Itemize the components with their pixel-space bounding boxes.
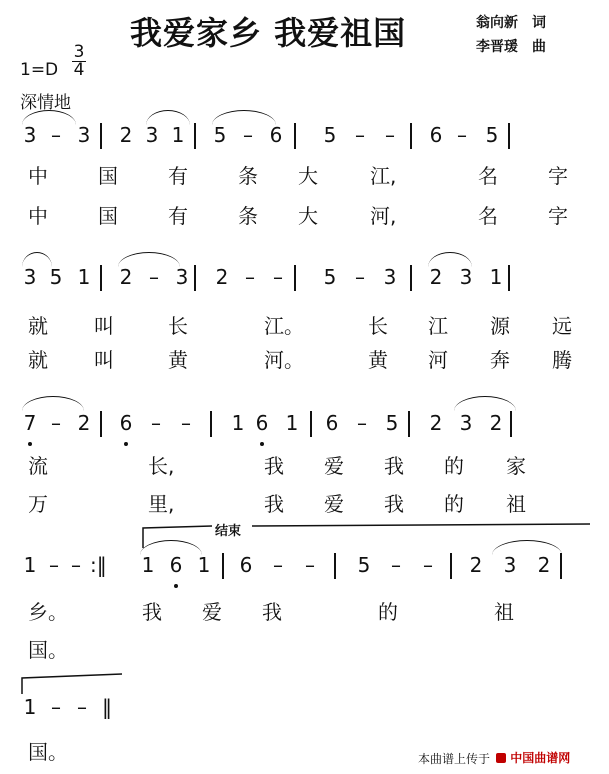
- barline: [410, 123, 412, 149]
- lyric: 江,: [370, 164, 397, 188]
- lyric: 我: [384, 492, 404, 516]
- barline: [222, 553, 224, 579]
- lyrics-row-2-verse-2: [28, 344, 588, 374]
- note: 2: [77, 411, 91, 435]
- note: 2: [119, 123, 133, 147]
- lyric: 叫: [94, 348, 114, 372]
- note: 1: [171, 123, 185, 147]
- note: 1: [77, 265, 91, 289]
- ending-label: 结束: [215, 524, 242, 539]
- lyric: 长: [368, 314, 388, 338]
- score-final: [22, 692, 594, 722]
- note: 2: [215, 265, 229, 289]
- lyric: 流: [28, 454, 48, 478]
- slur: [22, 396, 84, 411]
- lyric: 名: [478, 204, 498, 228]
- note: 1: [231, 411, 245, 435]
- note: 3: [77, 123, 91, 147]
- barline: [100, 123, 102, 149]
- lyric: 爱: [324, 454, 344, 478]
- barline: [408, 411, 410, 437]
- dash: –: [149, 265, 159, 289]
- note: 3: [145, 123, 159, 147]
- score-row-2: [22, 262, 594, 292]
- lyrics-row-1-verse-1: [28, 160, 588, 190]
- lyric: 国。: [28, 740, 68, 764]
- lyric: 源: [490, 314, 510, 338]
- lyric: 大: [298, 204, 318, 228]
- lyric: 江。: [264, 314, 304, 338]
- lyric: 江: [428, 314, 448, 338]
- slur: [118, 252, 180, 267]
- barline: [294, 265, 296, 291]
- lower-octave-dot: [28, 442, 32, 446]
- note: 2: [429, 265, 443, 289]
- barline: [510, 411, 512, 437]
- note: 3: [503, 553, 517, 577]
- lyric: 的: [378, 600, 398, 624]
- lyric: 河。: [264, 348, 304, 372]
- barline: [334, 553, 336, 579]
- dash: –: [423, 553, 433, 577]
- dash: –: [51, 411, 61, 435]
- lyric: 中: [28, 204, 48, 228]
- logo-icon: [496, 753, 506, 763]
- lyric: 我: [264, 454, 284, 478]
- barline: [194, 123, 196, 149]
- note: 6: [255, 411, 269, 435]
- lyric: 里,: [148, 492, 175, 516]
- note: 3: [23, 123, 37, 147]
- slur: [212, 110, 276, 125]
- lower-octave-dot: [260, 442, 264, 446]
- time-signature: [72, 44, 86, 79]
- lyric: 祖: [494, 600, 514, 624]
- barline: [560, 553, 562, 579]
- lyric: 黄: [168, 348, 188, 372]
- tempo-marking: 深情地: [20, 93, 71, 113]
- lyric: 的: [444, 454, 464, 478]
- final-barline: ‖: [102, 695, 112, 719]
- lyric: 我: [142, 600, 162, 624]
- lower-octave-dot: [174, 584, 178, 588]
- time-sig-denominator: 4: [73, 60, 85, 80]
- dash: –: [51, 123, 61, 147]
- barline: [100, 265, 102, 291]
- barline: [410, 265, 412, 291]
- lyric: 名: [478, 164, 498, 188]
- lyric: 国。: [28, 638, 68, 662]
- slur: [146, 110, 190, 125]
- barline: [310, 411, 312, 437]
- lyrics-row-4-verse-2: [28, 634, 588, 664]
- lyric: 字: [548, 164, 568, 188]
- lyrics-row-3-verse-2: [28, 488, 588, 518]
- lyrics-row-4-verse-1: [28, 596, 588, 626]
- composer-credit: 李晋瑗 曲: [476, 39, 546, 55]
- note: 5: [49, 265, 63, 289]
- note: 5: [323, 123, 337, 147]
- lyric: 家: [506, 454, 526, 478]
- note: 3: [459, 411, 473, 435]
- dash: –: [385, 123, 395, 147]
- lyric: 长,: [148, 454, 175, 478]
- note: 1: [23, 695, 37, 719]
- lyrics-row-3-verse-1: [28, 450, 588, 480]
- barline: [508, 123, 510, 149]
- lyric: 远: [552, 314, 572, 338]
- note: 6: [119, 411, 133, 435]
- lyric: 长: [168, 314, 188, 338]
- lyric: 就: [28, 348, 48, 372]
- note: 5: [323, 265, 337, 289]
- lyric: 国: [98, 164, 118, 188]
- barline: [294, 123, 296, 149]
- note: 5: [213, 123, 227, 147]
- dash: –: [181, 411, 191, 435]
- dash: –: [151, 411, 161, 435]
- score-row-1: [22, 120, 594, 150]
- lyric: 国: [98, 204, 118, 228]
- lyricist-credit: 翁向新 词: [476, 15, 546, 31]
- barline: [210, 411, 212, 437]
- dash: –: [457, 123, 467, 147]
- lyric: 大: [298, 164, 318, 188]
- lyric: 祖: [506, 492, 526, 516]
- dash: –: [355, 265, 365, 289]
- lyric: 乡。: [28, 600, 68, 624]
- lyric: 黄: [368, 348, 388, 372]
- dash: –: [355, 123, 365, 147]
- slur: [428, 252, 472, 267]
- lyric: 爱: [202, 600, 222, 624]
- lyrics-row-1-verse-2: [28, 200, 588, 230]
- note: 3: [23, 265, 37, 289]
- lyric: 字: [548, 204, 568, 228]
- note: 5: [485, 123, 499, 147]
- lyric: 万: [28, 492, 48, 516]
- lyric: 奔: [490, 348, 510, 372]
- dash: –: [77, 695, 87, 719]
- note: 7: [23, 411, 37, 435]
- site-logo[interactable]: [496, 749, 570, 766]
- lyric: 叫: [94, 314, 114, 338]
- repeat-sign: :‖: [90, 553, 107, 577]
- dash: –: [273, 265, 283, 289]
- slur: [22, 252, 52, 267]
- note: 2: [537, 553, 551, 577]
- lyric: 条: [238, 164, 258, 188]
- barline: [450, 553, 452, 579]
- note: 6: [239, 553, 253, 577]
- lyric: 有: [168, 164, 188, 188]
- barline: [100, 411, 102, 437]
- note: 3: [175, 265, 189, 289]
- lyric: 河,: [370, 204, 397, 228]
- dash: –: [305, 553, 315, 577]
- time-sig-numerator: 3: [73, 42, 85, 62]
- note: 2: [489, 411, 503, 435]
- lyric: 中: [28, 164, 48, 188]
- slur: [454, 396, 516, 411]
- note: 2: [119, 265, 133, 289]
- note: 1: [197, 553, 211, 577]
- note: 1: [141, 553, 155, 577]
- note: 3: [383, 265, 397, 289]
- note: 6: [169, 553, 183, 577]
- barline: [508, 265, 510, 291]
- note: 5: [357, 553, 371, 577]
- note: 6: [429, 123, 443, 147]
- lower-octave-dot: [124, 442, 128, 446]
- site-logo-text: 中国曲谱网: [510, 751, 571, 765]
- dash: –: [273, 553, 283, 577]
- note: 2: [469, 553, 483, 577]
- lyric: 爱: [324, 492, 344, 516]
- lyric: 条: [238, 204, 258, 228]
- note: 1: [23, 553, 37, 577]
- note: 1: [285, 411, 299, 435]
- dash: –: [49, 553, 59, 577]
- upload-notice: 本曲谱上传于: [418, 752, 491, 766]
- lyric: 我: [262, 600, 282, 624]
- dash: –: [391, 553, 401, 577]
- score-row-3: [22, 408, 594, 438]
- note: 6: [269, 123, 283, 147]
- note: 3: [459, 265, 473, 289]
- note: 5: [385, 411, 399, 435]
- dash: –: [357, 411, 367, 435]
- dash: –: [71, 553, 81, 577]
- lyric: 有: [168, 204, 188, 228]
- barline: [194, 265, 196, 291]
- lyrics-row-2-verse-1: [28, 310, 588, 340]
- dash: –: [51, 695, 61, 719]
- lyric: 河: [428, 348, 448, 372]
- note: 1: [489, 265, 503, 289]
- note: 6: [325, 411, 339, 435]
- dash: –: [243, 123, 253, 147]
- lyric: 就: [28, 314, 48, 338]
- lyric: 我: [264, 492, 284, 516]
- lyrics-final: [28, 736, 128, 766]
- lyric: 腾: [552, 348, 572, 372]
- song-title: 我爱家乡 我爱祖国: [130, 14, 407, 52]
- lyric: 的: [444, 492, 464, 516]
- dash: –: [245, 265, 255, 289]
- lyric: 我: [384, 454, 404, 478]
- key-signature: 1=D: [20, 60, 59, 80]
- note: 2: [429, 411, 443, 435]
